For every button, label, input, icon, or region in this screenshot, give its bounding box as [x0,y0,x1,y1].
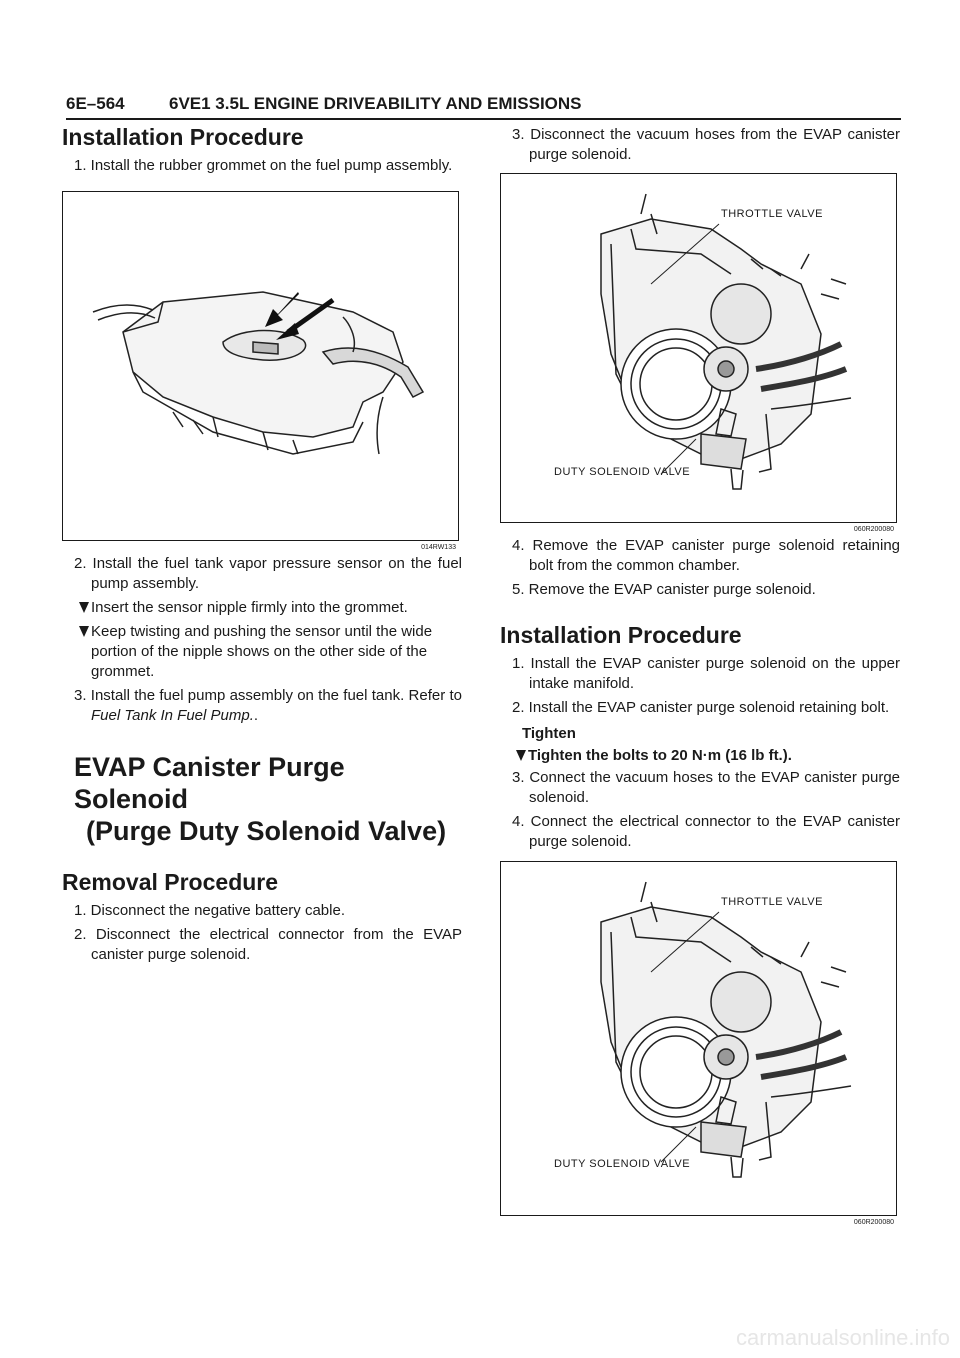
install-step-1: 1. Install the EVAP canister purge solenoid on the upper intake manifold. [512,655,900,692]
bullet-triangle-icon [79,602,89,613]
step-1: 1. Install the rubber grommet on the fuel pump assembly. [74,157,453,174]
label-duty-solenoid-valve: DUTY SOLENOID VALVE [554,1158,691,1170]
heading-installation-procedure-2: Installation Procedure [500,622,742,648]
install-step-2: 2. Install the EVAP canister purge solenoid retaining bolt. [512,699,890,716]
step-3-text: 3. Install the fuel pump assembly on the fuel tank. Refer to [74,687,462,704]
figure-fuel-tank [62,191,459,551]
install-step-4: 4. Connect the electrical connector to the EVAP canister purge solenoid. [512,813,900,850]
removal-step-4: 4. Remove the EVAP canister purge solenoid retaining bolt from the common chamber. [512,537,900,574]
label-throttle-valve: THROTTLE VALVE [721,208,823,220]
page-title: 6VE1 3.5L ENGINE DRIVEABILITY AND EMISSIONS [169,94,582,113]
bullet-2-text: Keep twisting and pushing the sensor until the wide portion of the nipple shows on the other side of the grommet. [91,623,433,680]
fuel-tank-illustration [63,192,458,540]
bullet-2 [62,622,462,682]
section-title-line-2: (Purge Duty Solenoid Valve) [86,816,447,846]
figure-throttle-install [500,861,897,1226]
label-duty-solenoid-valve: DUTY SOLENOID VALVE [554,466,691,478]
tighten-spec [500,746,900,766]
bullet-triangle-icon [516,750,526,761]
tighten-spec-text: Tighten the bolts to 20 N·m (16 lb ft.). [528,747,792,764]
heading-removal-procedure: Removal Procedure [62,869,279,895]
removal-step-3: 3. Disconnect the vacuum hoses from the EVAP canister purge solenoid. [512,126,900,163]
section-title-line-1: EVAP Canister Purge Solenoid [74,752,345,814]
install-step-3: 3. Connect the vacuum hoses to the EVAP canister purge solenoid. [512,769,900,806]
right-column [500,122,900,1226]
heading-installation-procedure: Installation Procedure [62,124,304,150]
figure-id: 060R200080 [853,1219,894,1226]
step-3-period: . [253,707,259,724]
watermark: carmanualsonline.info [735,1325,950,1350]
bullet-1 [62,598,462,618]
figure-throttle-removal [500,173,897,533]
removal-step-1: 1. Disconnect the negative battery cable. [74,902,345,919]
figure-id: 060R200080 [853,526,894,533]
reference-link[interactable]: Fuel Tank In Fuel Pump. [91,707,254,724]
section-title [62,751,462,847]
tighten-label: Tighten [522,725,576,742]
page-header [66,92,901,120]
left-column [62,122,462,965]
step-2: 2. Install the fuel tank vapor pressure sensor on the fuel pump assembly. [74,555,462,592]
removal-step-2: 2. Disconnect the electrical connector from the EVAP canister purge solenoid. [74,926,462,963]
bullet-triangle-icon [79,626,89,637]
bullet-1-text: Insert the sensor nipple firmly into the grommet. [91,599,408,616]
removal-step-5: 5. Remove the EVAP canister purge solenoid. [512,581,816,598]
page-number: 6E–564 [66,94,125,113]
label-throttle-valve: THROTTLE VALVE [721,896,823,908]
figure-id: 014RW133 [421,544,456,551]
step-3 [62,686,462,726]
